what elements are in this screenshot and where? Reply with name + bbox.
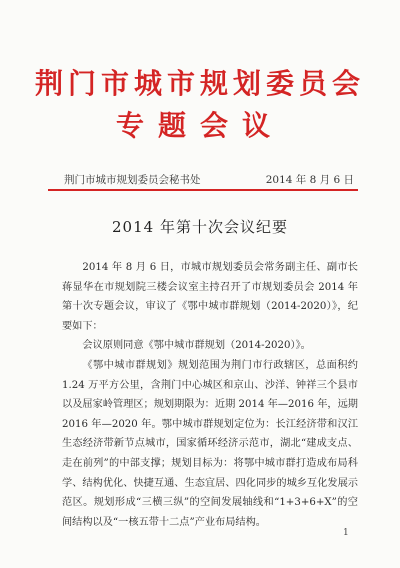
document-title: 2014 年第十次会议纪要 xyxy=(112,218,288,236)
issuer-row xyxy=(64,172,354,187)
letterhead-subtitle: 专题会议 xyxy=(115,109,284,142)
paragraph-2: 会议原则同意《鄂中城市群规划（2014-2020）》。 xyxy=(82,340,311,352)
document-body xyxy=(62,258,358,532)
issue-date: 2014 年 8 月 6 日 xyxy=(265,174,354,186)
red-divider xyxy=(48,189,358,191)
paragraph-1: 2014 年 8 月 6 日，市城市规划委员会常务副主任、副市长蒋显华在市规划院三楼会议室主持召开了市规划委员会 2014 年第十次专题会议，审议了《鄂中城市群规划（2014-2020）》，纪要如下： xyxy=(62,262,358,332)
letterhead-title: 荆门市城市规划委员会 xyxy=(34,67,365,100)
paragraph-3: 《鄂中城市群规划》规划范围为荆门市行政辖区，总面积约 1.24 万平方公里，含荆门中心城区和京山、沙洋、钟祥三个县市以及屈家岭管理区；规划期限为：近期 2014 年—2016 年，远期 2016 年—2020 年。鄂中城市群规划定位为：长江经济带和汉江生态经济带新节点城市，国家循环经济示范市，湖北“建成支点、走在前列”的中部支撑；规划目标为：将鄂中城市群打造成布局科学、结构优化、快捷互通、生态宜居、四化同步的城乡互化发展示范区。规划形成“三横三纵”的空间发展轴线和“1+3+6+X”的空间结构以及“一核五带十二点”产业布局结构。 xyxy=(62,359,358,528)
page-number: 1 xyxy=(343,528,349,538)
issuer: 荆门市城市规划委员会秘书处 xyxy=(64,174,201,186)
